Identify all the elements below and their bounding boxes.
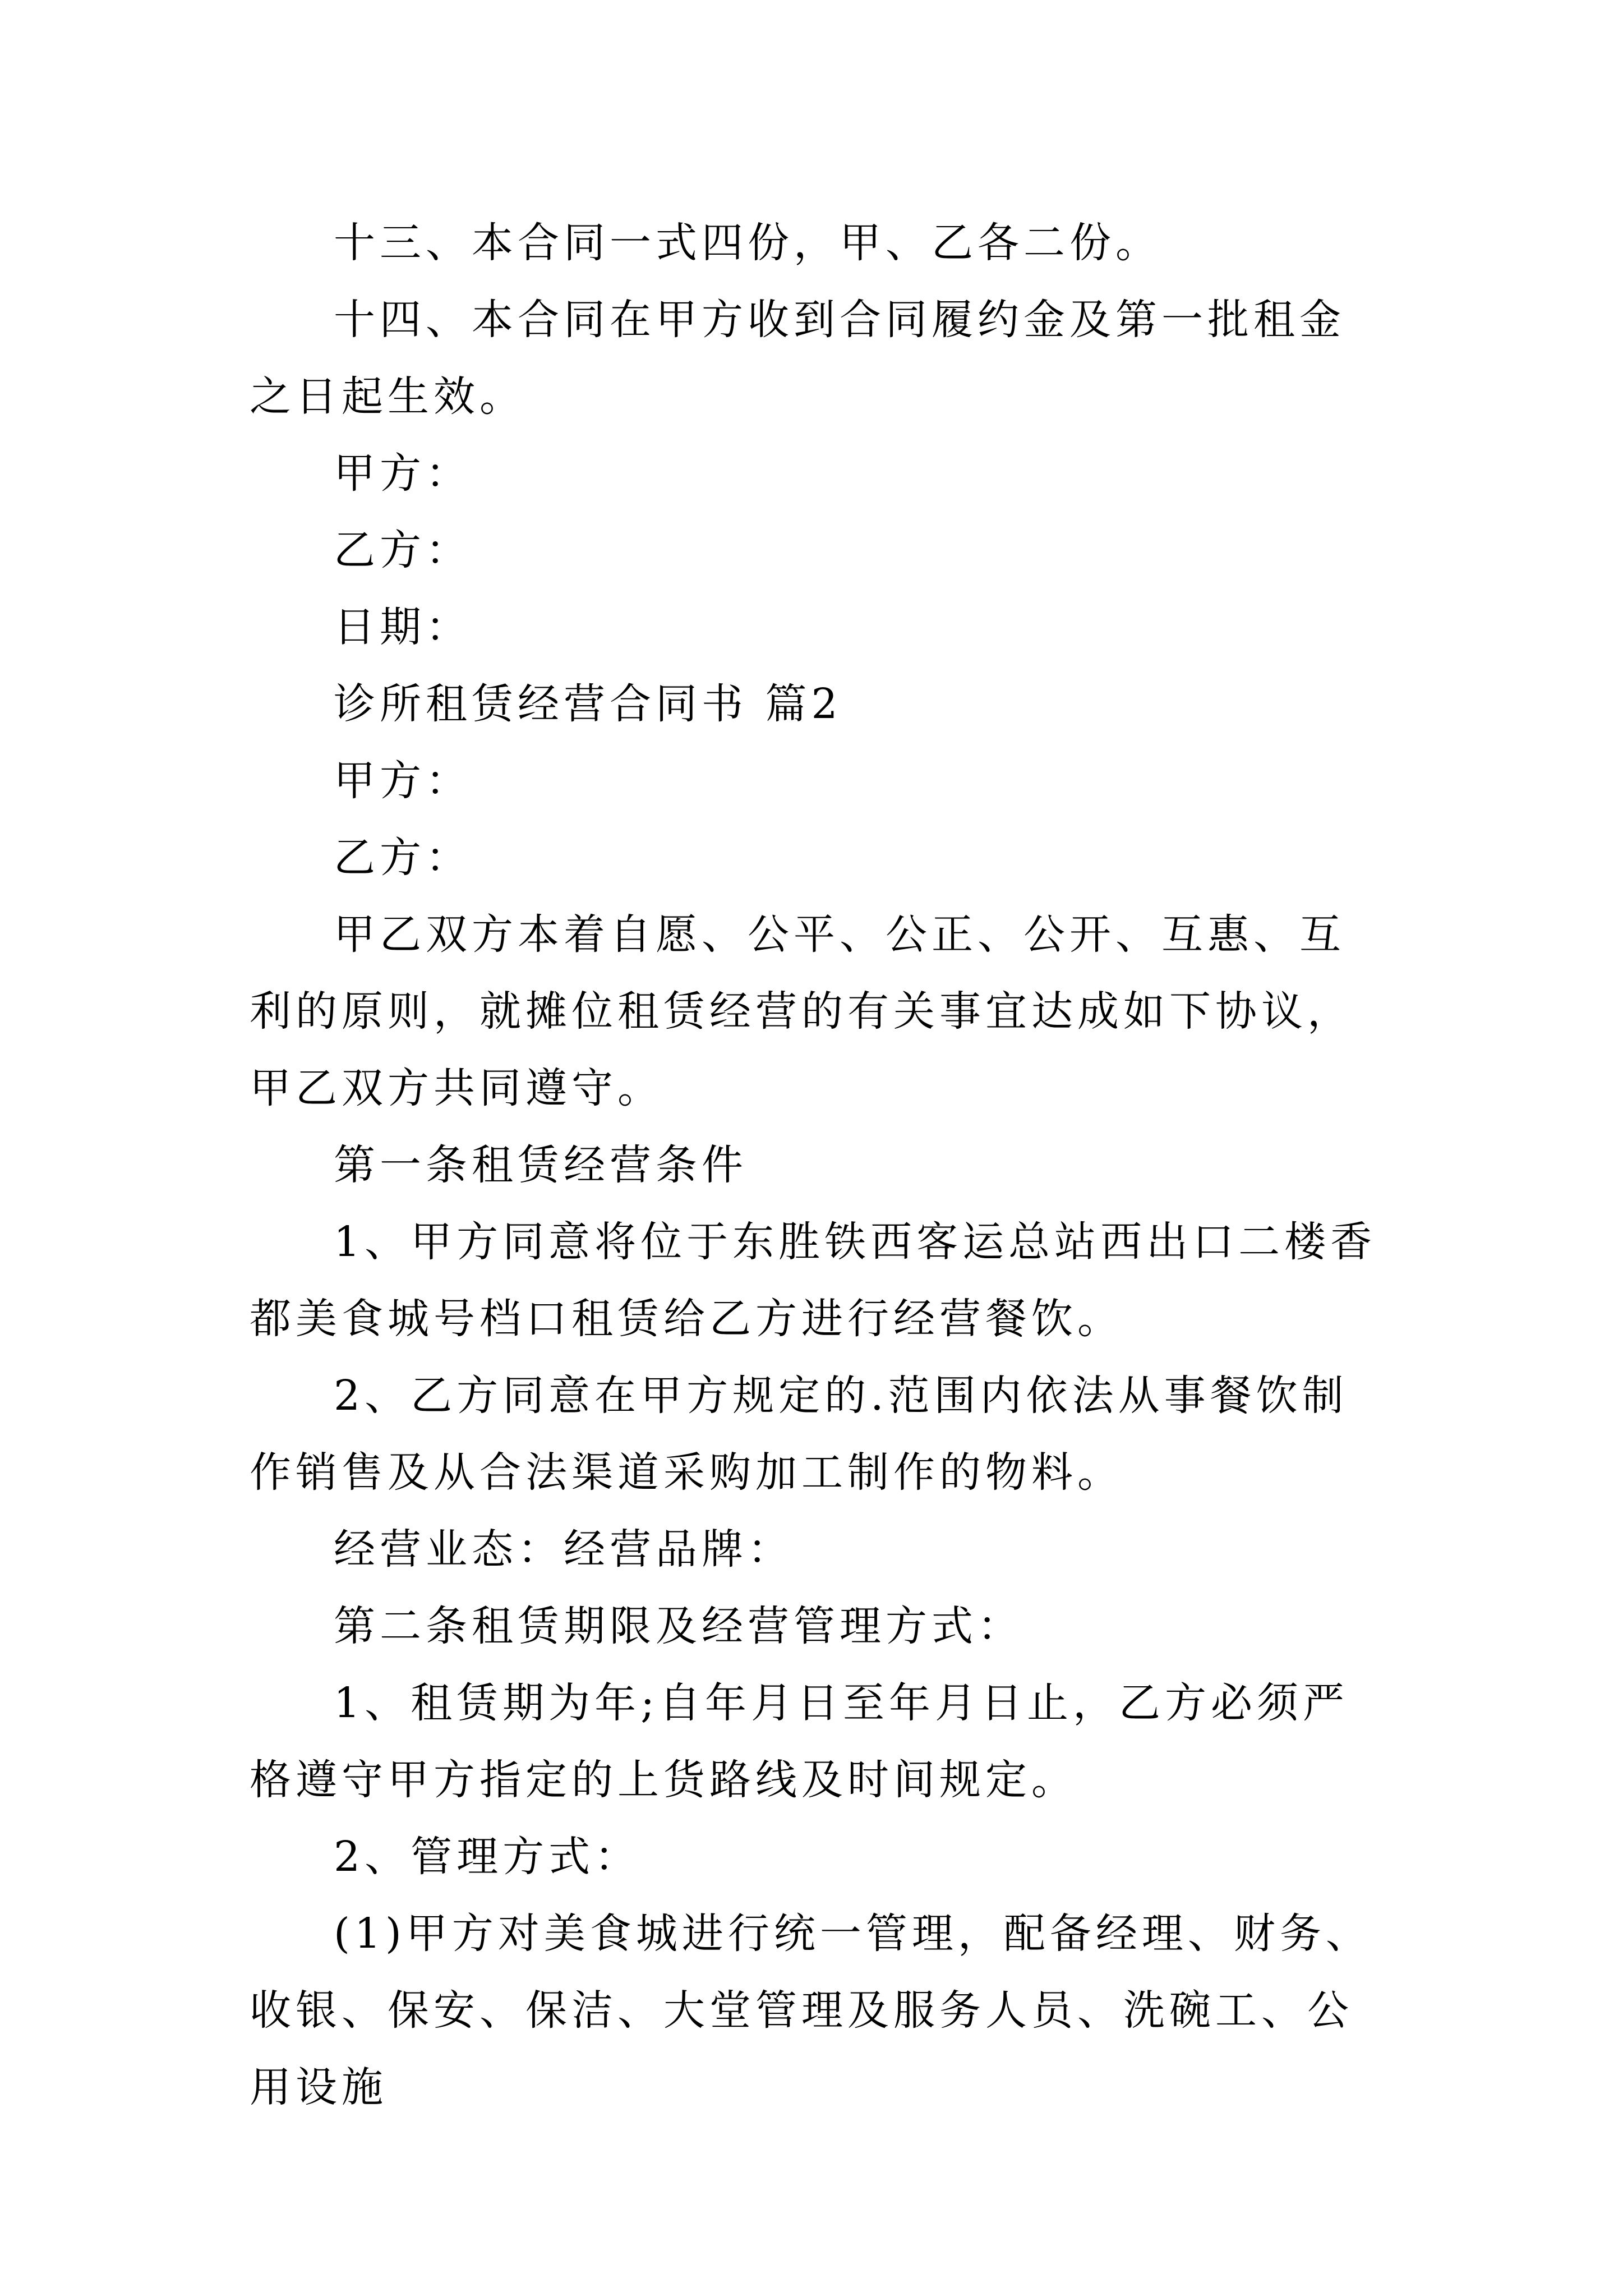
contract-text <box>250 205 1388 2126</box>
article-2-item-2-sub-1: (1)甲方对美食城进行统一管理，配备经理、财务、收银、保安、保洁、大堂管理及服务人员、洗碗工、公用设施 <box>250 1910 1372 2111</box>
preamble-paragraph: 甲乙双方本着自愿、公平、公正、公开、互惠、互利的原则，就摊位租赁经营的有关事宜达成如下协议，甲乙双方共同遵守。 <box>250 910 1353 1112</box>
party-b-line: 乙方： <box>334 526 472 574</box>
paragraph-clause-13: 十三、本合同一式四份，甲、乙各二份。 <box>334 219 1161 267</box>
business-type-line: 经营业态：经营品牌： <box>334 1525 794 1573</box>
article-1-item-1: 1、甲方同意将位于东胜铁西客运总站西出口二楼香都美食城号档口租赁给乙方进行经营餐饮。 <box>250 1218 1377 1343</box>
article-2-heading: 第二条租赁期限及经营管理方式： <box>334 1602 1023 1650</box>
party-a-line-2: 甲方： <box>334 757 472 805</box>
party-b-line-2: 乙方： <box>334 834 472 882</box>
article-1-item-2: 2、乙方同意在甲方规定的.范围内依法从事餐饮制作销售及从合法渠道采购加工制作的物料。 <box>250 1372 1348 1497</box>
date-line: 日期： <box>334 603 472 651</box>
paragraph-clause-14: 十四、本合同在甲方收到合同履约金及第一批租金之日起生效。 <box>250 296 1345 421</box>
article-2-item-1: 1、租赁期为年;自年月日至年月日止，乙方必须严格遵守甲方指定的上货路线及时间规定。 <box>250 1679 1349 1804</box>
article-2-item-2: 2、管理方式： <box>334 1833 641 1881</box>
party-a-line: 甲方： <box>334 449 472 498</box>
section-title: 诊所租赁经营合同书 篇2 <box>334 680 842 728</box>
article-1-heading: 第一条租赁经营条件 <box>334 1141 748 1189</box>
